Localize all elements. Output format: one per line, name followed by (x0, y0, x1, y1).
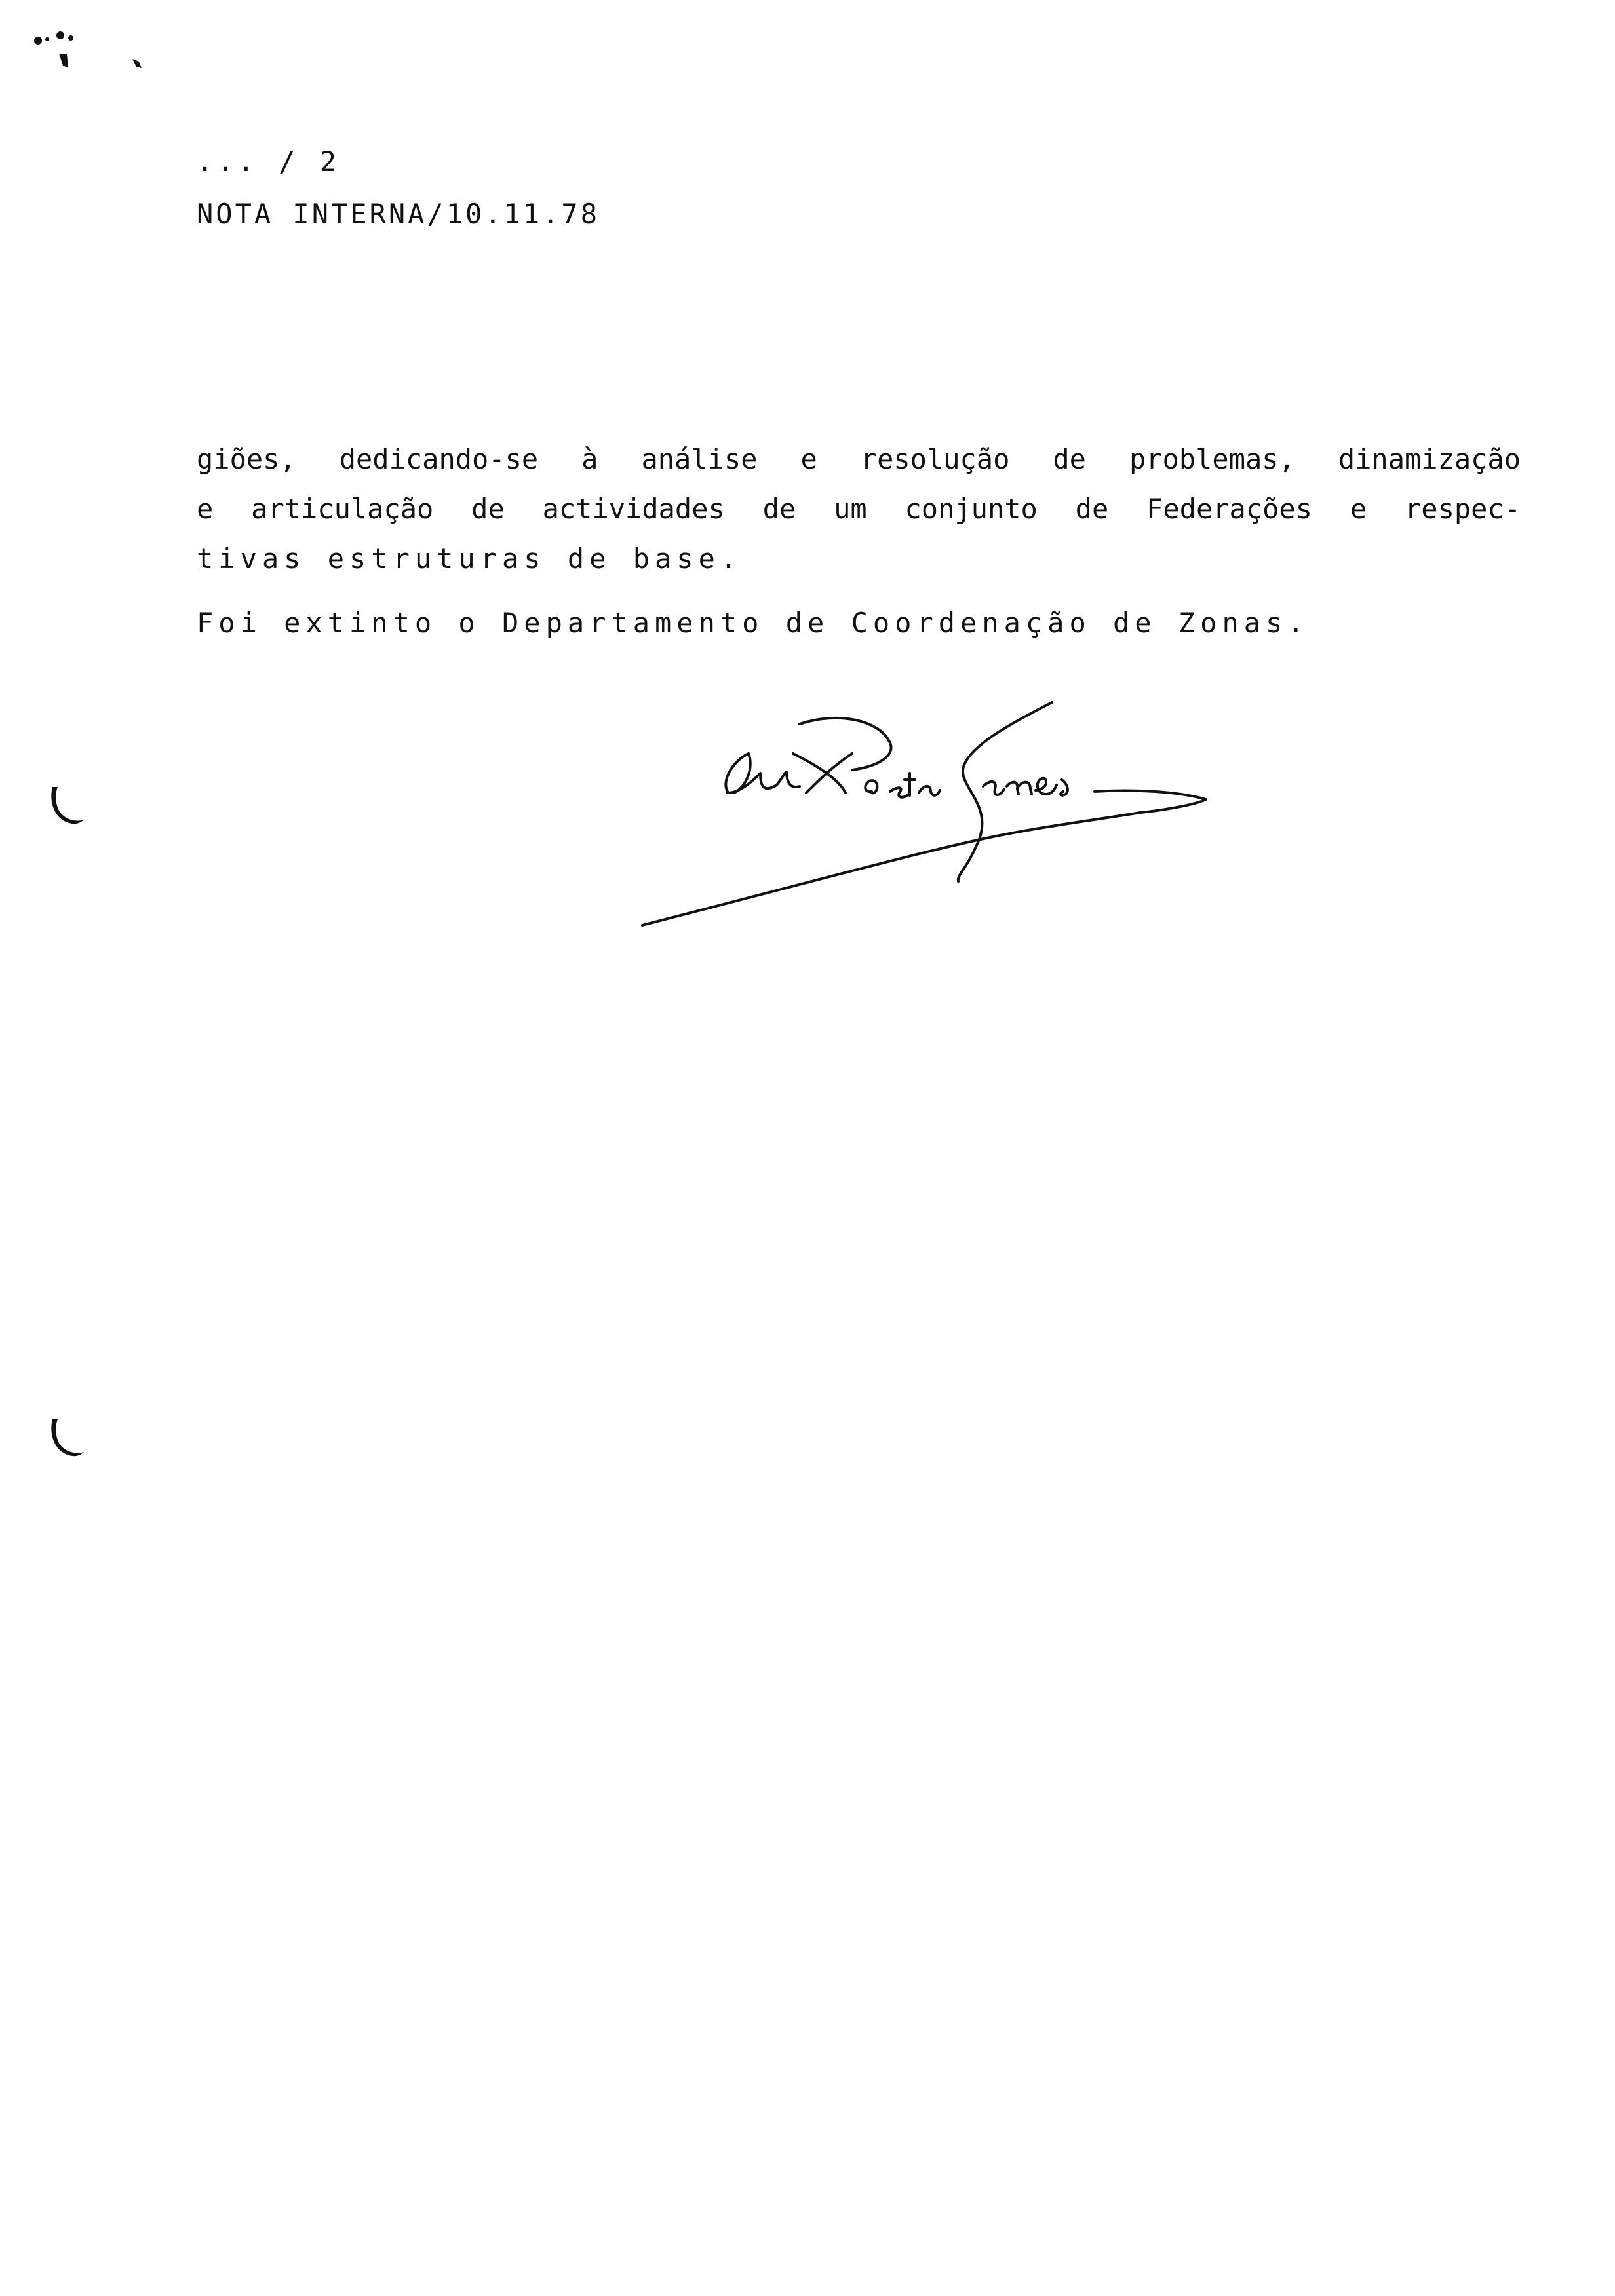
page-reference: ... / 2 (197, 145, 341, 178)
paragraph-2: Foi extinto o Departamento de Coordenação de Zonas. (197, 607, 1310, 639)
paragraph-1-line-2: e articulação de actividades de um conjunto de Federações e respec- (197, 493, 1521, 525)
paragraph-1-line-1: giões, dedicando-se à análise e resolução de problemas, dinamização (197, 443, 1521, 475)
punch-hole (46, 783, 85, 829)
handwritten-signature (629, 681, 1258, 957)
punch-hole (46, 1415, 85, 1461)
document-reference: NOTA INTERNA/10.11.78 (197, 198, 600, 230)
scan-specks (13, 13, 164, 85)
paragraph-1-line-3: tivas estruturas de base. (197, 543, 743, 575)
